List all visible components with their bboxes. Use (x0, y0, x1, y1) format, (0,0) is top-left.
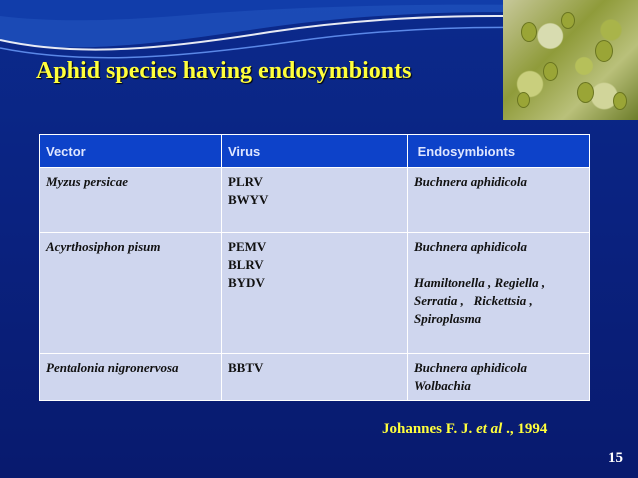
virus-name: BWYV (228, 192, 269, 207)
citation-author: Johannes F. J. (382, 421, 477, 437)
virus-cell (222, 168, 408, 233)
table-row (40, 233, 590, 354)
endosymbiont-cell (408, 168, 590, 233)
endosymbiont-cell (408, 233, 590, 354)
endosymbiont-cell (408, 354, 590, 401)
endosymbiont-name: Buchnera aphidicola (414, 239, 528, 254)
page-number: 15 (608, 450, 623, 466)
table-header-row (40, 135, 590, 168)
citation-etal: et al (476, 421, 503, 437)
endosymbiont-name: Serratia , Rickettsia , (414, 293, 533, 308)
endosymbiont-name: Spiroplasma (414, 311, 482, 326)
virus-name: PLRV (228, 174, 263, 189)
header-vector: Vector (40, 135, 222, 168)
endosymbiont-table (39, 134, 590, 401)
vector-cell: Myzus persicae (40, 168, 222, 233)
line-spacer (414, 256, 583, 274)
citation-year: ., 1994 (502, 421, 548, 437)
endosymbiont-name: Buchnera aphidicola (414, 360, 528, 375)
virus-cell (222, 354, 408, 401)
virus-name: BBTV (228, 360, 264, 375)
citation (382, 421, 547, 438)
header-endosymbionts: Endosymbionts (408, 135, 590, 168)
virus-name: BLRV (228, 257, 264, 272)
slide-title: Aphid species having endosymbionts (36, 58, 412, 84)
aphid-photo (503, 0, 638, 120)
vector-cell: Acyrthosiphon pisum (40, 233, 222, 354)
table-row (40, 354, 590, 401)
endosymbiont-name: Hamiltonella , Regiella , (414, 275, 546, 290)
virus-cell (222, 233, 408, 354)
virus-name: PEMV (228, 239, 267, 254)
endosymbiont-name: Buchnera aphidicola (414, 174, 528, 189)
endosymbiont-name: Wolbachia (414, 378, 471, 393)
table-row (40, 168, 590, 233)
header-virus: Virus (222, 135, 408, 168)
virus-name: BYDV (228, 275, 265, 290)
vector-cell: Pentalonia nigronervosa (40, 354, 222, 401)
